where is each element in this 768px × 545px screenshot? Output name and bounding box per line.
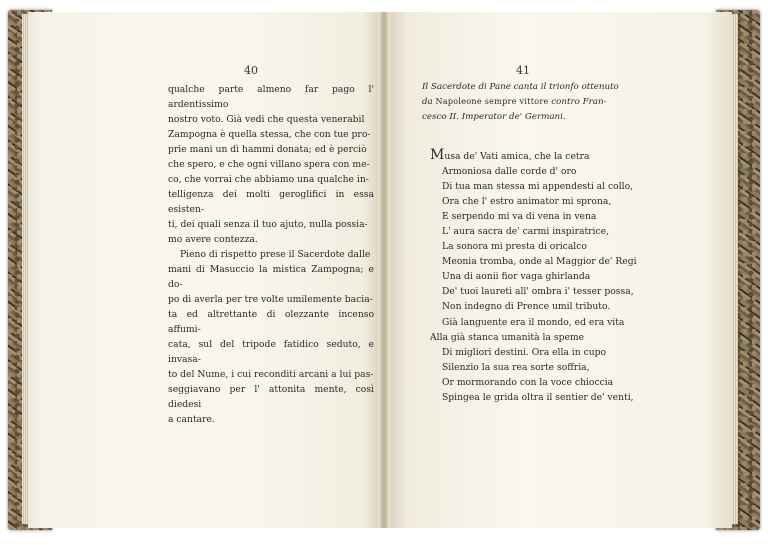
poem-line: Meonia tromba, onde al Maggior de' Regi [442,256,637,268]
poem-line: E serpendo mi va di vena in vena [442,211,597,223]
text-line: co, che vorrai che abbiamo una qualche in- [168,174,369,185]
poem-heading [422,80,652,124]
poem-line: Ora che l' estro animator mi sprona, [442,196,612,208]
poem-line: De' tuoi laureti all' ombra i' tesser possa, [442,286,634,298]
text-line: Pieno di rispetto prese il Sacerdote dalle [180,249,371,260]
poem-line: Armoniosa dalle corde d' oro [442,166,577,178]
text-line: po di averla per tre volte umilemente bacia- [168,294,373,305]
poem-line: L' aura sacra de' carmi inspiratrice, [442,226,609,238]
heading-smallcaps: Napoleone sempre vittore [435,96,549,106]
text-line: ta ed altrettante di olezzante incenso affumi- [168,309,374,335]
text-line: Zampogna è quella stessa, che con tue pro- [168,129,371,140]
text-line: prie mani un dì hammi donata; ed è perciò [168,144,367,155]
poem [430,148,690,405]
text-line: to del Nume, i cui reconditi arcani a lui pas- [168,369,374,380]
poem-line-text: usa de' Vati amica, che la cetra [444,151,590,162]
text-line: cata, sul del tripode fatidico seduto, e invasa- [168,339,374,365]
paragraph [168,82,374,247]
text-line: nostro voto. Già vedi che questa venerabil [168,114,365,125]
page-number-right: 41 [516,64,530,77]
text-line: mani di Masuccio la mistica Zampogna; e do- [168,264,374,290]
heading-text: da [422,96,436,107]
text-line: telligenza dei molti geroglifici in essa esisten- [168,189,374,215]
poem-line: Di migliori destini. Ora ella in cupo [442,346,607,358]
drop-cap: M [430,147,445,163]
poem-line: Non indegno di Prence umil tributo. [442,301,611,313]
heading-text: contro Fran- [548,96,607,107]
poem-line: Silenzio la sua rea sorte soffria, [442,361,590,373]
heading-text: Il Sacerdote di Pane canta il trionfo ottenuto [422,82,619,92]
text-line: seggiavano per l' attonita mente, così diedesi [168,384,374,410]
poem-line: Or mormorando con la voce chioccia [442,376,614,388]
poem-line [430,148,690,164]
left-page-prose [168,82,374,427]
text-line: ti, dei quali senza il tuo ajuto, nulla possia- [168,219,368,230]
paragraph [168,247,374,427]
poem-line: Spingea le grida oltra il sentier de' venti, [442,391,634,403]
poem-line: Alla già stanca umanità la speme [430,331,585,343]
page-number-left: 40 [244,64,258,77]
poem-line: Una di aonii fior vaga ghirlanda [442,271,591,283]
book-gutter [378,12,390,528]
text-line: a cantare. [168,414,215,425]
poem-line: La sonora mi presta di oricalco [442,241,587,253]
heading-text: cesco II. Imperator de' Germani. [422,111,566,122]
text-line: che spero, e che ogni villano spera con me- [168,159,370,170]
text-line: mo avere contezza. [168,234,258,245]
text-line: qualche parte almeno far pago l' ardentissimo [168,84,374,110]
poem-line: Di tua man stessa mi appendesti al collo, [442,181,634,193]
poem-line: Già languente era il mondo, ed era vita [442,316,625,328]
